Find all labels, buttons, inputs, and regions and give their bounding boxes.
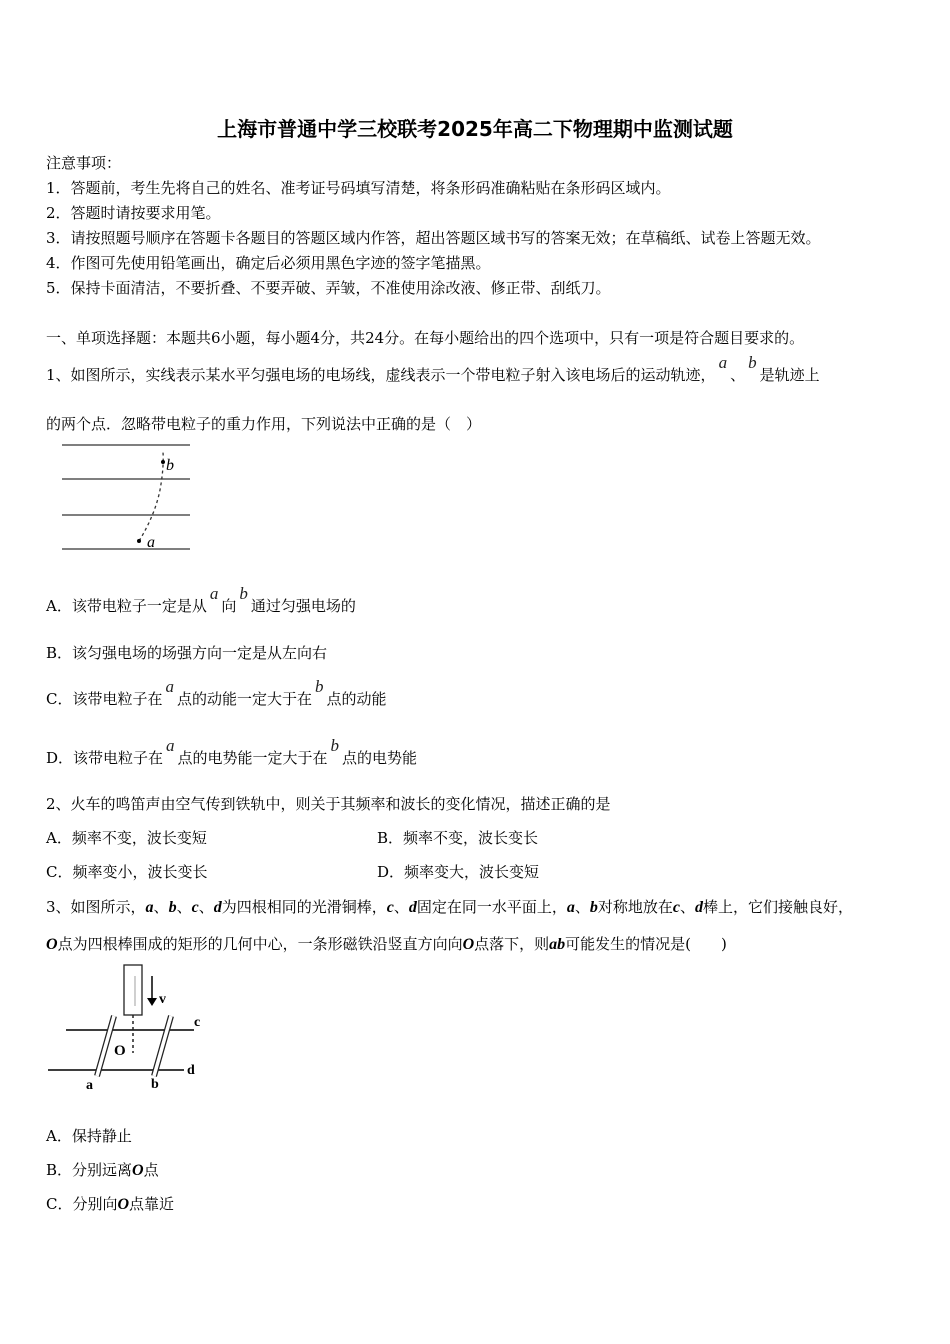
q2-option-d: D．频率变大，波长变短 [377,863,540,881]
q1-option-d: D．该带电粒子在a点的电势能一定大于在b点的电势能 [46,736,418,767]
notice-item: 4．作图可先使用铅笔画出，确定后必须用黑色字迹的签字笔描黑。 [46,254,491,272]
q3-option-c: C．分别向O点靠近 [46,1195,175,1213]
q2-option-b: B．频率不变，波长变长 [377,829,539,847]
label-o: O [114,1043,126,1059]
section-heading: 一、单项选择题：本题共6小题，每小题4分，共24分。在每小题给出的四个选项中，只有一项是符合题目要求的。 [46,329,805,347]
q2-stem: 2、火车的鸣笛声由空气传到铁轨中，则关于其频率和波长的变化情况，描述正确的是 [46,795,611,813]
q1-option-c: C．该带电粒子在a点的动能一定大于在b点的动能 [46,677,387,708]
label-d: d [187,1063,195,1078]
q3-option-a: A．保持静止 [46,1127,132,1145]
q1-stem: 1、如图所示，实线表示某水平匀强电场的电场线，虚线表示一个带电粒子射入该电场后的运动轨迹，a、b是轨迹上 [46,353,820,384]
notice-item: 1．答题前，考生先将自己的姓名、准考证号码填写清楚，将条形码准确粘贴在条形码区域内。 [46,179,671,197]
q2-option-c: C．频率变小，波长变长 [46,863,208,881]
label-a: a [86,1078,93,1093]
q3-stem: 3、如图所示，a、b、c、d为四根相同的光滑铜棒，c、d固定在同一水平面上，a、b对称地放在c、d棒上，它们接触良好， [46,898,854,916]
page-title: 上海市普通中学三校联考2025年高二下物理期中监测试题 [217,117,733,141]
q3-option-b: B．分别远离O点 [46,1161,159,1179]
notice-item: 3．请按照题号顺序在答题卡各题目的答题区域内作答，超出答题区域书写的答案无效；在草稿纸、试卷上答题无效。 [46,229,821,247]
q2-option-a: A．频率不变，波长变短 [46,829,207,847]
label-c: c [194,1015,201,1030]
label-v: v [159,992,166,1007]
q1-stem-cont: 的两个点．忽略带电粒子的重力作用，下列说法中正确的是（ ） [46,415,482,433]
notice-item: 5．保持卡面清洁，不要折叠、不要弄破、弄皱，不准使用涂改液、修正带、刮纸刀。 [46,279,611,297]
fig-label-b: b [166,457,174,474]
notice-heading: 注意事项： [46,154,122,172]
label-b: b [151,1077,159,1092]
notice-item: 2．答题时请按要求用笔。 [46,204,221,222]
q1-field-figure [60,440,195,555]
q3-stem-cont: O点为四根棒围成的矩形的几何中心，一条形磁铁沿竖直方向向O点落下，则ab可能发生的情况是( ) [46,935,727,953]
q3-rods-magnet-figure [44,962,214,1094]
q1-option-a: A．该带电粒子一定是从a向b通过匀强电场的 [46,584,356,615]
fig-label-a: a [147,534,155,551]
q1-option-b: B．该匀强电场的场强方向一定是从左向右 [46,644,328,662]
